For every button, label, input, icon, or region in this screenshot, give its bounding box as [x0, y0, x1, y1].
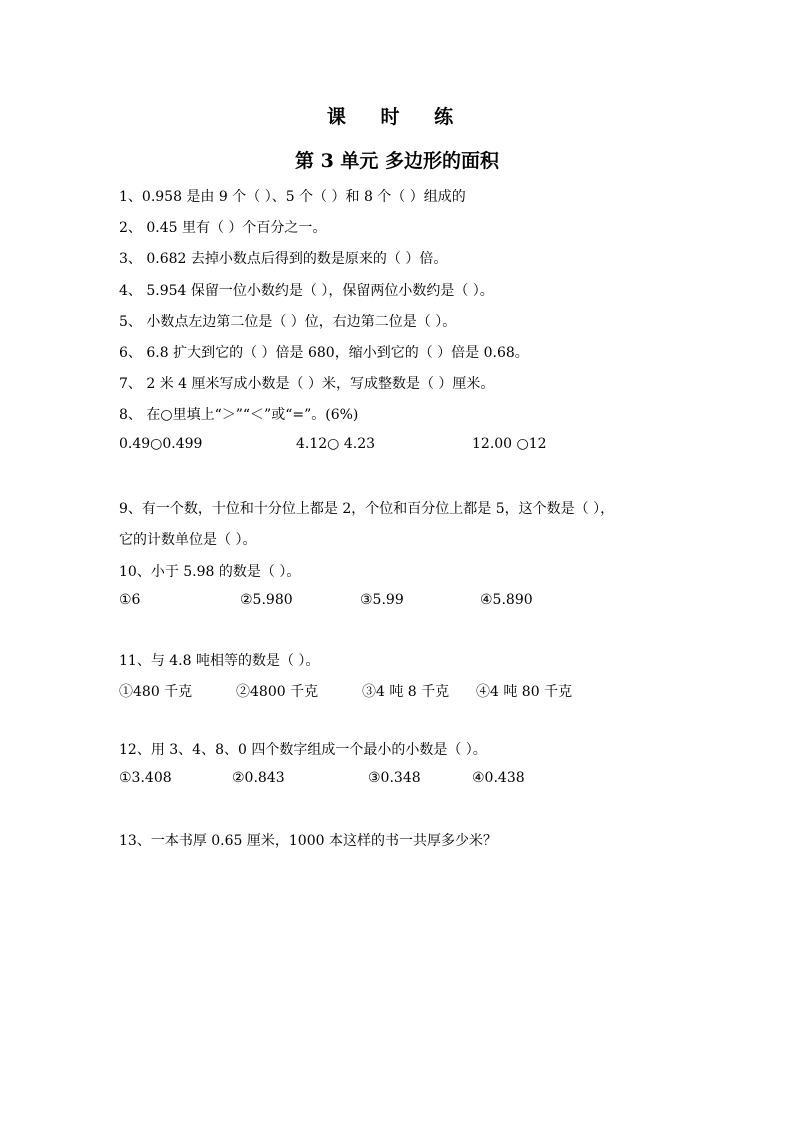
q10-option-2: ②5.980	[240, 592, 293, 608]
q10-option-1: ①6	[119, 592, 141, 608]
question-4: 4、 5.954 保留一位小数约是（ ），保留两位小数约是（ ）。	[119, 283, 494, 299]
q11-option-2: ②4800 千克	[236, 684, 319, 700]
q12-option-2: ②0.843	[232, 770, 285, 786]
question-9-line-1: 9、有一个数，十位和十分位上都是 2，个位和百分位上都是 5，这个数是（ ），	[119, 501, 615, 517]
question-13: 13、一本书厚 0.65 厘米，1000 本这样的书一共厚多少米？	[119, 833, 497, 849]
question-3: 3、 0.682 去掉小数点后得到的数是原来的（ ）倍。	[119, 251, 448, 267]
q12-option-1: ①3.408	[119, 770, 172, 786]
q11-option-4: ④4 吨 80 千克	[476, 684, 573, 700]
q8-item-2: 4.12○ 4.23	[296, 436, 376, 452]
q8-item-1: 0.49○0.499	[119, 436, 203, 452]
q11-option-3: ③4 吨 8 千克	[362, 684, 450, 700]
question-12: 12、用 3、4、8、0 四个数字组成一个最小的小数是（ ）。	[119, 742, 487, 758]
question-5: 5、 小数点左边第二位是（ ）位，右边第二位是（ ）。	[119, 314, 457, 330]
question-9-line-2: 它的计数单位是（ ）。	[119, 532, 257, 548]
q12-option-3: ③0.348	[368, 770, 421, 786]
question-6: 6、 6.8 扩大到它的（ ）倍是 680，缩小到它的（ ）倍是 0.68。	[119, 345, 529, 361]
q12-option-4: ④0.438	[472, 770, 525, 786]
question-7: 7、 2 米 4 厘米写成小数是（ ）米，写成整数是（ ）厘米。	[119, 376, 495, 392]
question-2: 2、 0.45 里有（ ）个百分之一。	[119, 220, 327, 236]
page-title: 课 时 练	[326, 106, 468, 128]
question-10: 10、小于 5.98 的数是（ ）。	[119, 564, 301, 580]
q8-item-3: 12.00 ○12	[472, 436, 547, 452]
question-8: 8、 在○里填上“＞”“＜”或“=”。(6%)	[119, 407, 359, 423]
q10-option-3: ③5.99	[360, 592, 404, 608]
question-1: 1、0.958 是由 9 个（ ）、5 个（ ）和 8 个（ ）组成的	[119, 189, 466, 205]
question-11: 11、与 4.8 吨相等的数是（ ）。	[119, 653, 320, 669]
q11-option-1: ①480 千克	[119, 684, 193, 700]
unit-subtitle: 第 3 单元 多边形的面积	[294, 150, 500, 172]
q10-option-4: ④5.890	[480, 592, 533, 608]
